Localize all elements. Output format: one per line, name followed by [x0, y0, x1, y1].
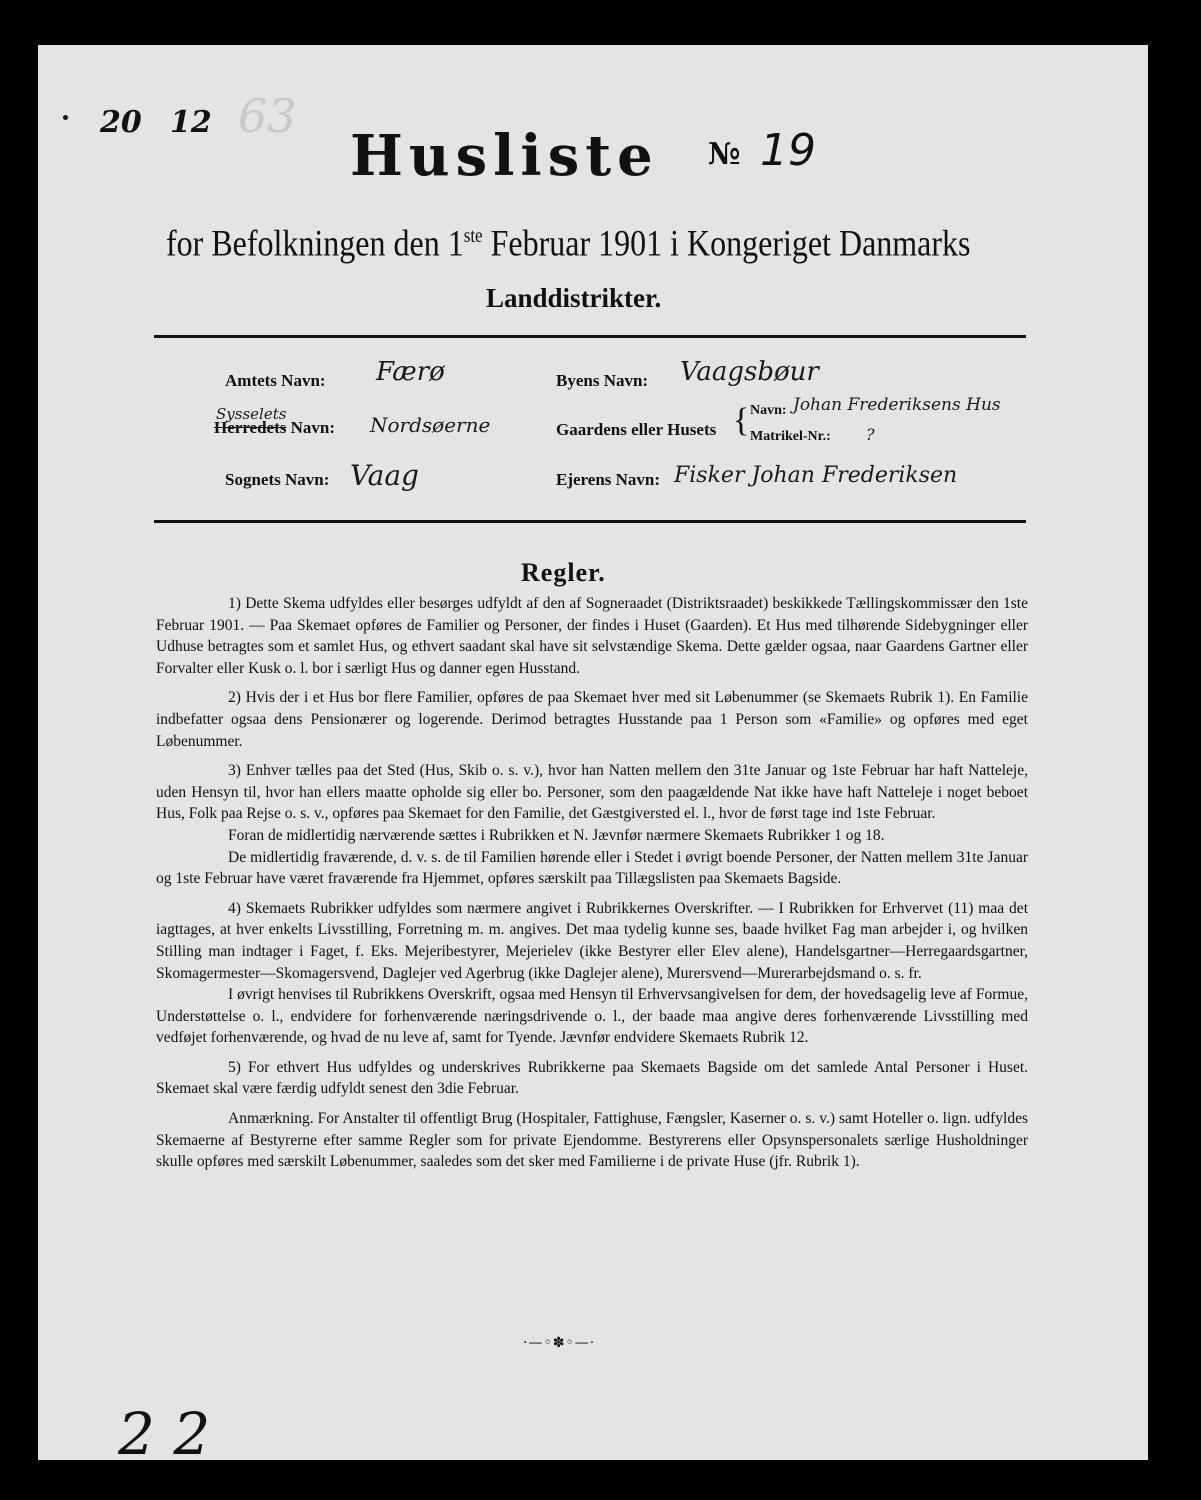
sogn-label: Sognets Navn:	[225, 470, 330, 489]
ejer-value: Fisker Johan Frederiksen	[674, 463, 958, 488]
herred-value: Nordsøerne	[370, 413, 491, 437]
navn-label: Navn:	[750, 403, 787, 418]
sub-subtitle: Landdistrikter.	[486, 283, 662, 313]
by-value: Vaagsbøur	[680, 357, 819, 387]
divider-bottom	[154, 520, 1026, 523]
ornament: ·—◦✽◦—·	[523, 1335, 596, 1351]
rules-heading: Regler.	[521, 558, 606, 587]
rule-paragraph: De midlertidig fraværende, d. v. s. de til Familien hørende eller i Stedet i øvrigt boende Personer, der Natten mellem 31te Januar og 1ste Februar have været fraværende fra Hjemmet, opføres særskilt paa Tillægslisten paa Skemaets Bagside.	[156, 848, 1028, 888]
rule-paragraph: 1) Dette Skema udfyldes eller besørges udfyldt af den af Sogneraadet (Distriktsraadet) beskikkede Tællingskommissær den 1ste Februar 1901. — Paa Skemaet opføres de Familier og Personer, der findes i Huset (Gaarden). Et Hus med tilhørende Sidebygninger eller Udhuse betragtes som et samlet Hus, og ethvert saadant skal have sit selvstændige Skema. Dette gælder ogsaa, naar Gaardens Gartner eller Forvalter eller Kusk o. l. bor i særligt Hus og danner egen Husstand.	[156, 595, 1028, 677]
rules-text	[156, 593, 1028, 1181]
stamp-number-mid: 12	[170, 105, 212, 140]
subtitle: for Befolkningen den 1ste Februar 1901 i Kongeriget Danmarks	[166, 222, 971, 264]
census-form-page	[38, 45, 1148, 1468]
list-number: 19	[760, 125, 816, 176]
matrikel-label: Matrikel-Nr.:	[750, 429, 831, 444]
rule-paragraph: Foran de midlertidig nærværende sættes i Rubrikken et N. Jævnfør nærmere Skemaets Rubrikker 1 og 18.	[228, 826, 885, 844]
sogn-value: Vaag	[350, 459, 419, 492]
note-paragraph: Anmærkning. For Anstalter til offentligt Brug (Hospitaler, Fattighuse, Fængsler, Kaserner o. s. v.) samt Hoteller o. lign. udfyldes Skemaerne af Bestyrerne efter samme Regler som for private Ejendomme. Bestyrerens eller Opsynspersonalets særlige Husholdninger skulle opføres med særskilt Løbenummer, saaledes som det sker med Familierne i de private Huse (jfr. Rubrik 1).	[156, 1110, 1028, 1171]
gaard-label: Gaardens eller Husets	[556, 420, 717, 439]
brace: {	[733, 402, 750, 439]
herred-insert: Sysselets	[216, 405, 287, 423]
handwritten-number: 2 2	[118, 1400, 211, 1468]
rule-paragraph: 3) Enhver tælles paa det Sted (Hus, Skib o. s. v.), hvor han Natten mellem den 31te Januar og 1ste Februar har haft Natteleje, uden Hensyn til, hvor han ellers maatte opholde sig eller bo. Personer, som den paagældende Nat ikke have haft Natteleje i noget beboet Hus, Folk paa Rejse o. s. v., opføres paa Skemaet for den Familie, det Gæstgiversted el. l., hvor de først tage ind 1ste Februar.	[156, 762, 1028, 823]
rule-paragraph: 4) Skemaets Rubrikker udfyldes som nærmere angivet i Rubrikkernes Overskrifter. — I Rubrikken for Erhvervet (11) maa det iagttages, at hver enkelts Livsstilling, Forretning m. m. angives. Det maa tydelig kunne ses, baade hvilket Fag man arbejder i, og hvilken Stilling man indtager i Faget, f. Eks. Mejeribestyrer, Mejerielev (ikke Bestyrer eller Elev alene), Handelsgartner—Herregaardsgartner, Skomagermester—Skomagersvend, Daglejer ved Agerbrug (ikke Daglejer alene), Murersvend—Murerarbejdsmand o. s. fr.	[156, 899, 1028, 982]
navn-value: Johan Frederiksens Hus	[793, 395, 1001, 415]
divider-top	[154, 335, 1026, 338]
rule-paragraph: 5) For ethvert Hus udfyldes og underskrives Rubrikkerne paa Skemaets Bagside om det samlede Antal Personer i Huset. Skemaet skal være færdig udfyldt senest den 3die Februar.	[156, 1058, 1028, 1098]
rule-paragraph: I øvrigt henvises til Rubrikkens Overskrift, ogsaa med Hensyn til Erhvervsangivelsen for dem, der hovedsagelig leve af Formue, Understøttelse o. l., endvidere for forhenværende næringsdrivende o. l., der baade maa angive deres forhenværende Livsstilling med vedføjet forhenværende, og hvad de nu leve af, samt for Tyende. Jævnfør endvidere Skemaets Rubrik 12.	[156, 986, 1028, 1047]
punch-mark	[63, 115, 68, 120]
rule-paragraph: 2) Hvis der i et Hus bor flere Familier, opføres de paa Skemaet hver med sit Løbenummer (se Skemaets Rubrik 1). En Familie indbefatter ogsaa dens Pensionærer og logerende. Derimod betragtes Husstande paa 1 Person som «Familie» og opføres med eget Løbenummer.	[156, 689, 1028, 750]
stamp-number-left: 20	[100, 105, 142, 140]
number-sign: №	[708, 137, 741, 172]
matrikel-value: ?	[866, 425, 875, 444]
by-label: Byens Navn:	[556, 371, 649, 390]
pencil-number: 63	[238, 89, 297, 143]
amt-label: Amtets Navn:	[225, 371, 326, 390]
ejer-label: Ejerens Navn:	[556, 470, 661, 489]
herred-label: Herredets Navn:	[214, 418, 336, 437]
page-title: Husliste	[350, 123, 659, 189]
amt-value: Færø	[376, 357, 445, 387]
